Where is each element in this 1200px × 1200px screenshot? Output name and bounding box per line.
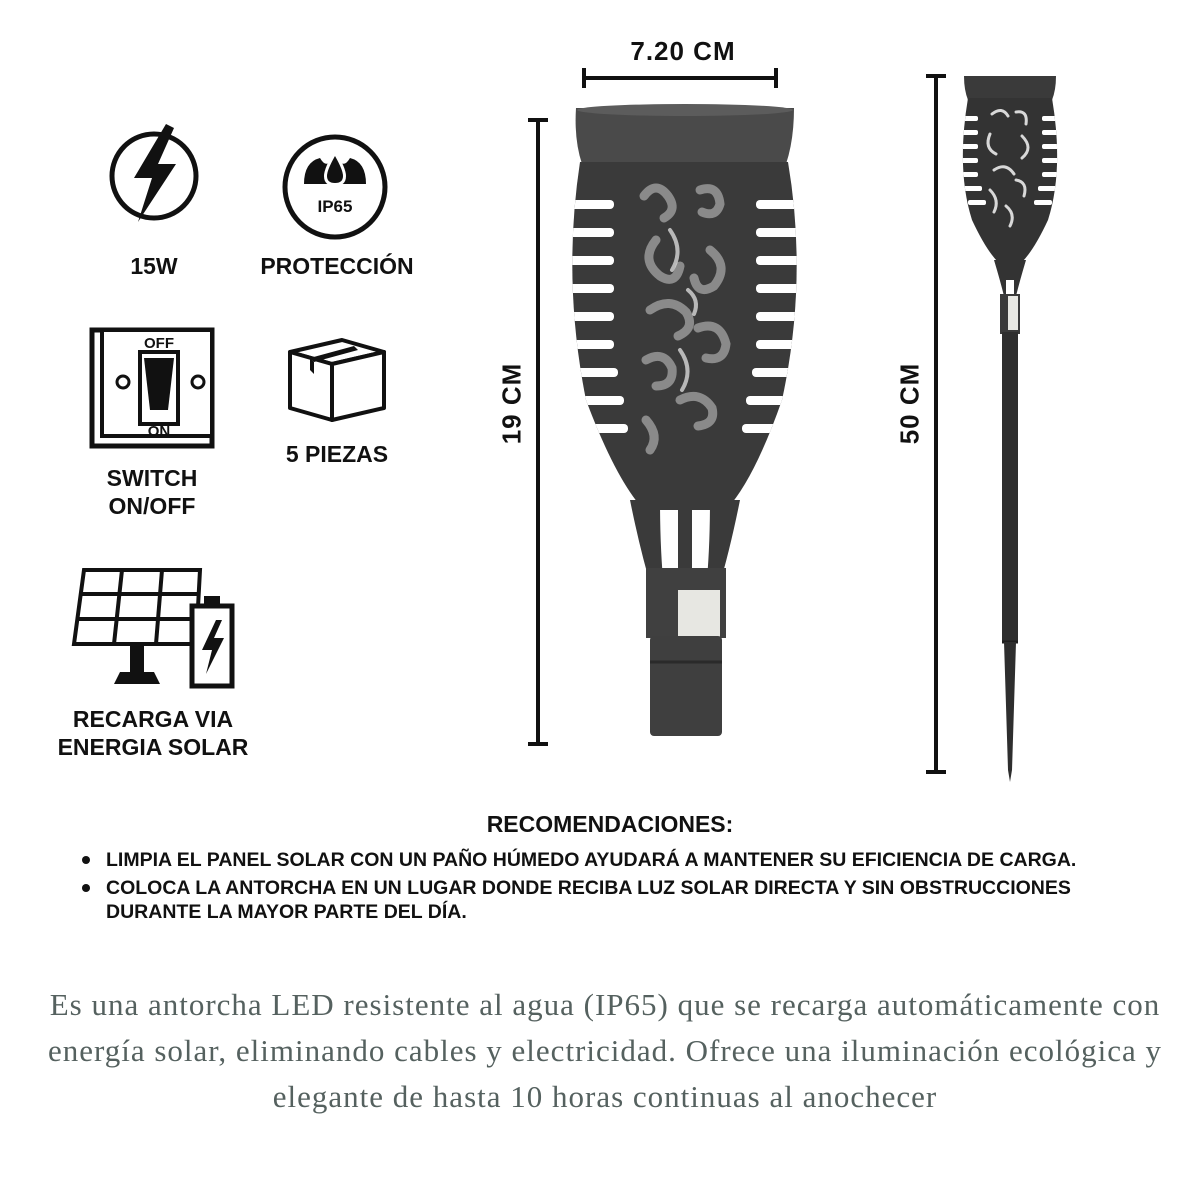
ip65-badge: IP65 — [317, 197, 353, 216]
full-torch-image — [950, 70, 1070, 790]
width-dimension-label: 7.20 CM — [630, 36, 736, 66]
lightning-bolt-icon — [104, 122, 204, 226]
switch-label: SWITCH ON/OFF — [106, 465, 198, 519]
water-drop-shield-icon — [280, 132, 390, 242]
recommendations-list — [80, 848, 1160, 928]
width-dimension-line — [580, 66, 780, 92]
recommendation-item: LIMPIA EL PANEL SOLAR CON UN PAÑO HÚMEDO AYUDARÁ A MANTENER SU EFICIENCIA DE CARGA. — [80, 848, 1160, 872]
recommendation-item: COLOCA LA ANTORCHA EN UN LUGAR DONDE RECIBA LUZ SOLAR DIRECTA Y SIN OBSTRUCCIONES DURANTE LA MAYOR PARTE DEL DÍA. — [80, 876, 1160, 924]
toggle-switch-icon — [88, 326, 216, 450]
total-height-dimension-line — [922, 72, 950, 776]
protection-label: PROTECCIÓN — [260, 253, 414, 279]
head-height-dimension-line — [524, 116, 552, 748]
pieces-label: 5 PIEZAS — [285, 441, 389, 467]
total-height-dimension-label: 50 CM — [894, 362, 925, 445]
head-height-dimension-label: 19 CM — [496, 362, 527, 445]
recommendations-title: RECOMENDACIONES: — [486, 811, 734, 837]
solar-panel-battery-icon — [70, 566, 236, 690]
solar-label: RECARGA VIA ENERGIA SOLAR — [57, 706, 249, 760]
box-icon — [284, 330, 388, 426]
product-description: Es una antorcha LED resistente al agua (IP65) que se recarga automáticamente con energía solar, eliminando cables y electricidad. Ofrece una iluminación ecológica y elegante de hasta 10 horas continuas al anochecer — [47, 987, 1163, 1114]
switch-off-text: OFF — [144, 335, 174, 352]
power-label: 15W — [130, 253, 178, 279]
switch-on-text: ON — [147, 423, 171, 440]
torch-head-image — [560, 100, 810, 750]
